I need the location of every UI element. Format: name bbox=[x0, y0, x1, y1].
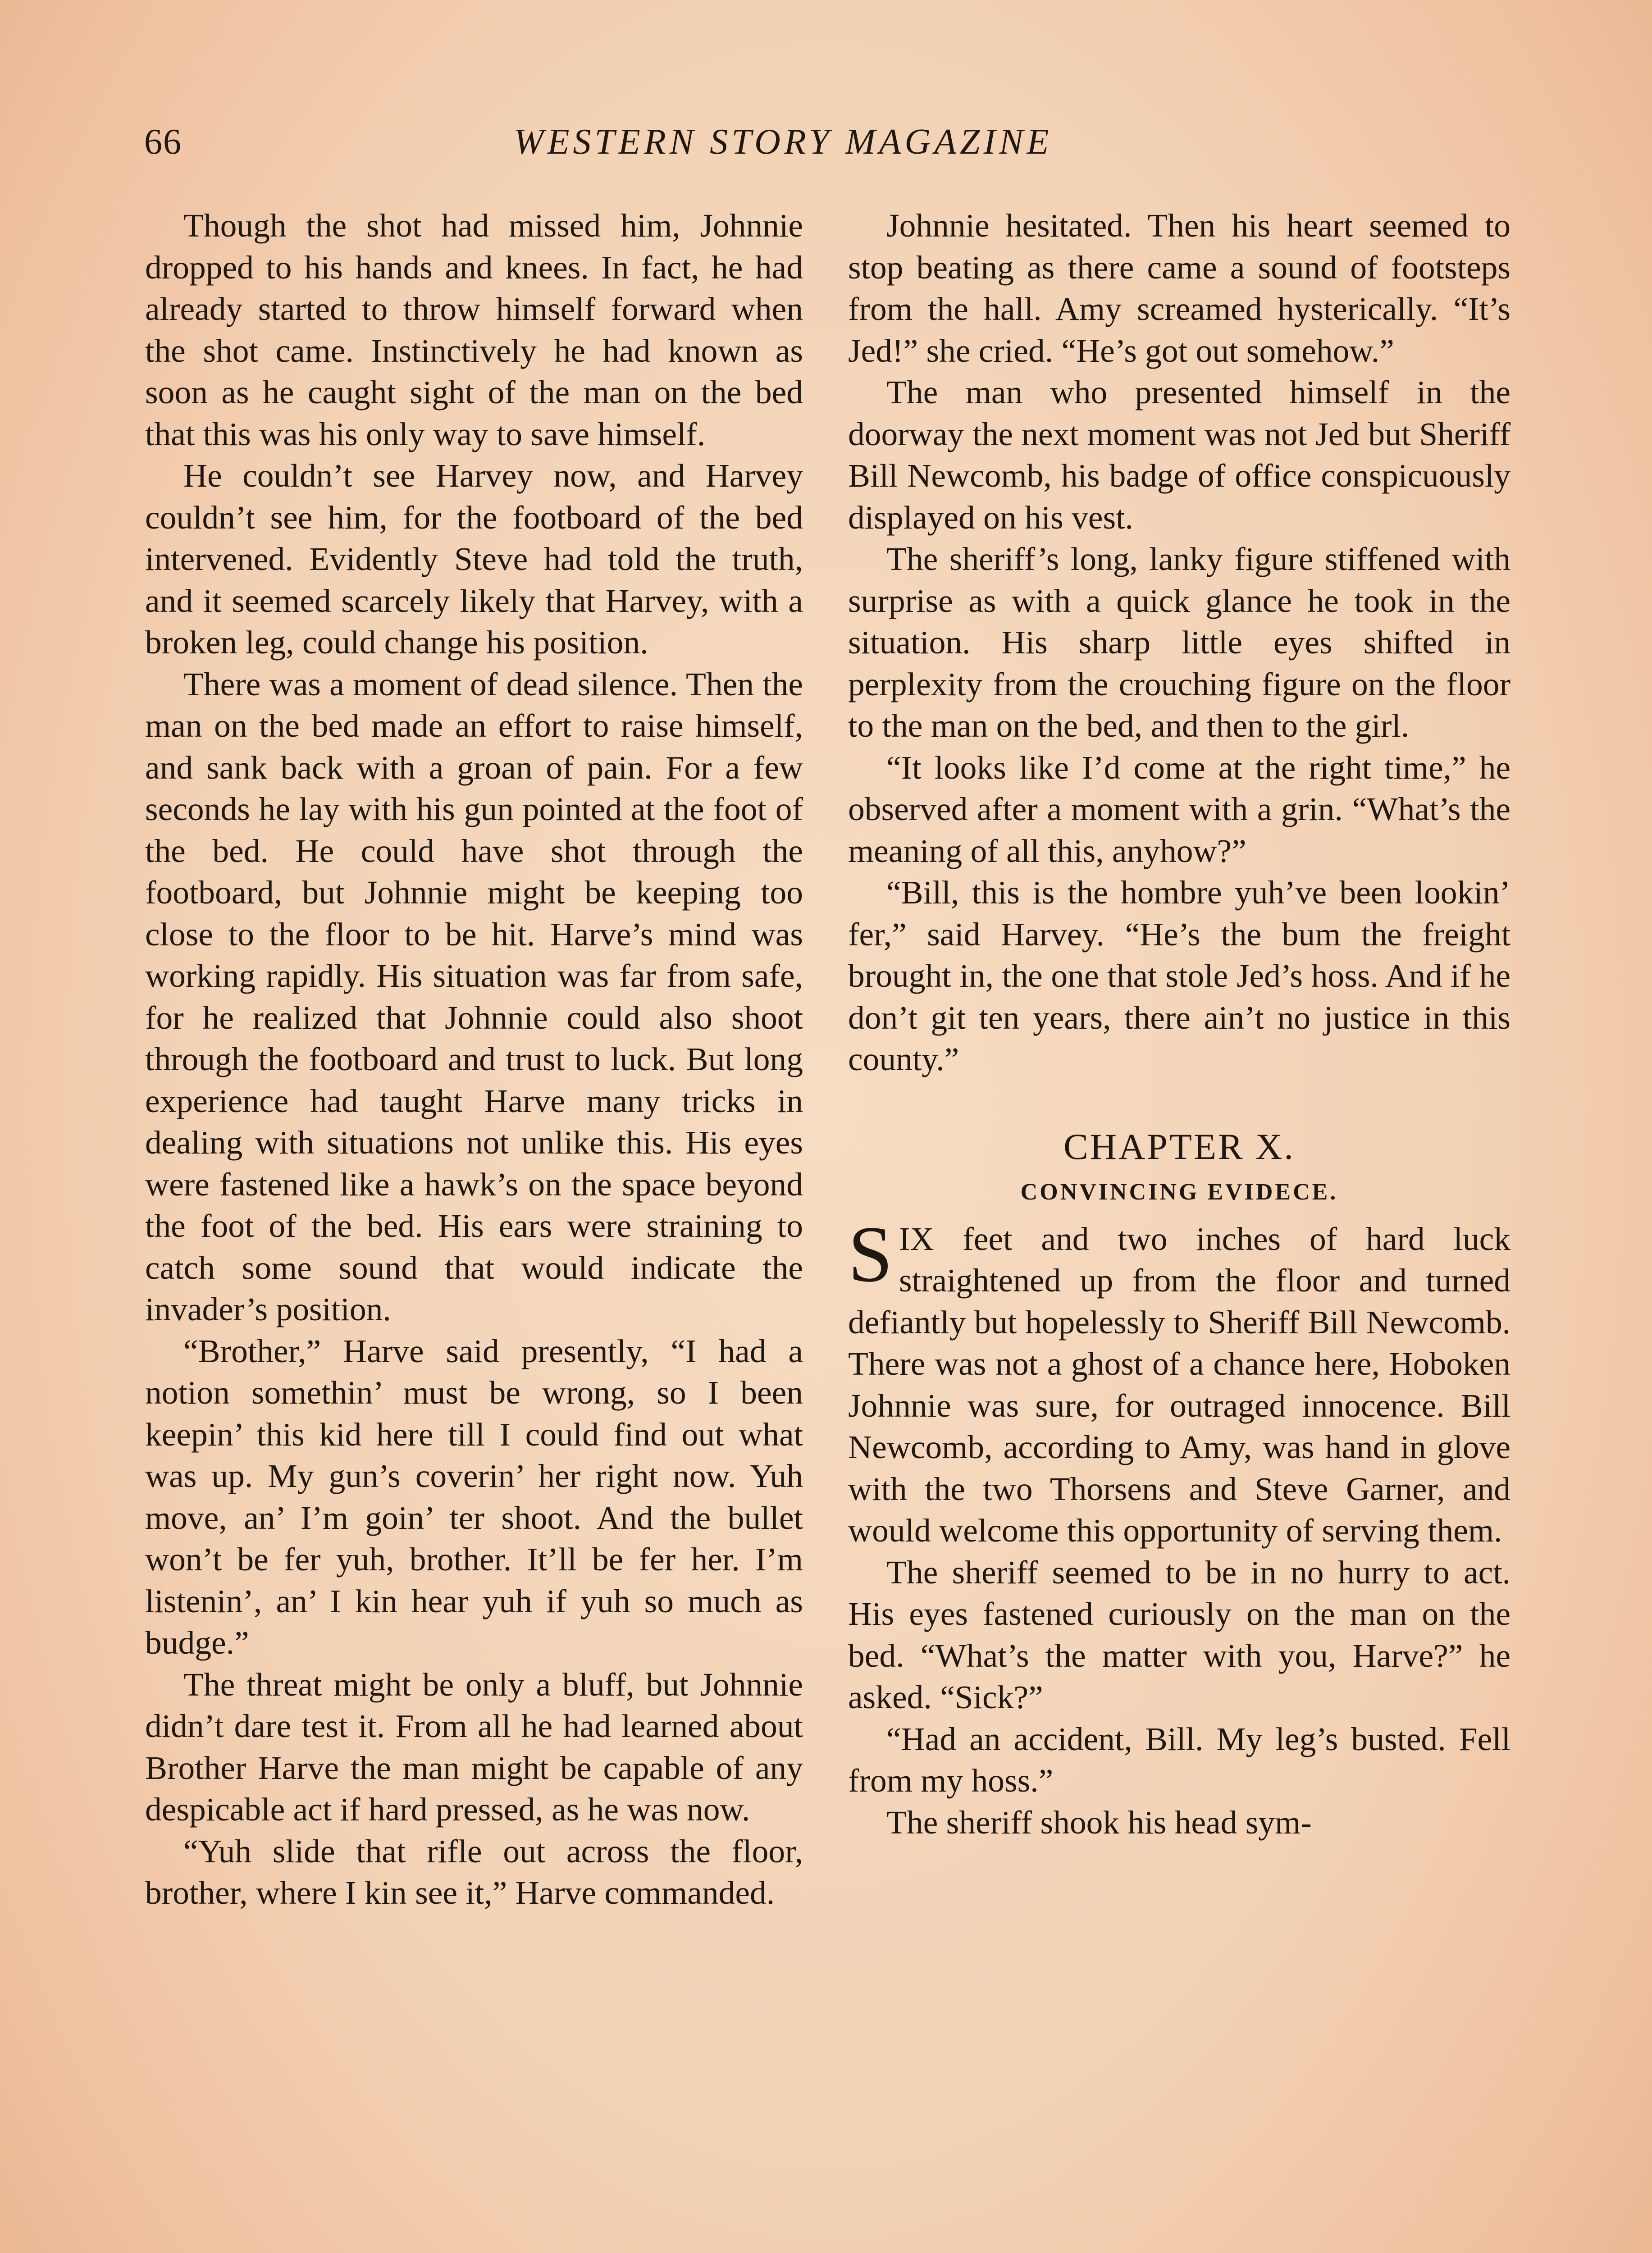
paragraph: There was a moment of dead silence. Then the man on the bed made an effort to raise himself, and sank back with a groan of pain. For a few seconds he lay with his gun pointed at the foot of the bed. He could have shot through the footboard, but Johnnie might be keeping too close to the floor to be hit. Harve’s mind was working rapidly. His situation was far from safe, for he realized that Johnnie could also shoot through the footboard and trust to luck. But long experience had taught Harve many tricks in dealing with situations not unlike this. His eyes were fastened like a hawk’s on the space beyond the foot of the bed. His ears were straining to catch some sound that would indicate the invader’s position. bbox=[145, 666, 803, 1327]
right-column bbox=[848, 205, 1511, 1843]
page-header bbox=[144, 122, 1311, 176]
drop-cap: S bbox=[848, 1209, 893, 1299]
paragraph: The sheriff’s long, lanky figure stiffened with surprise as with a quick glance he took in the situation. His sharp little eyes shifted in perplexity from the crouching figure on the floor to the man on the bed, and then to the girl. bbox=[848, 541, 1511, 744]
paragraph-text: IX feet and two inches of hard luck straightened up from the floor and turned defiantly but hopelessly to Sheriff Bill Newcomb. There was not a ghost of a chance here, Hoboken Johnnie was sure, for outraged innocence. Bill Newcomb, according to Amy, was hand in glove with the two Thorsens and Steve Garner, and would welcome this opportunity of serving them. bbox=[848, 1220, 1511, 1549]
paragraph: “It looks like I’d come at the right time,” he observed after a moment with a grin. “What’s the meaning of all this, anyhow?” bbox=[848, 749, 1511, 869]
paragraph: “Bill, this is the hombre yuh’ve been lookin’ fer,” said Harvey. “He’s the bum the freight brought in, the one that stole Jed’s hoss. And if he don’t git ten years, there ain’t no justice in this county.” bbox=[848, 874, 1511, 1077]
left-column bbox=[145, 205, 803, 1914]
paragraph: “Brother,” Harve said presently, “I had a notion somethin’ must be wrong, so I been keepin’ this kid here till I could find out what was up. My gun’s coverin’ her right now. Yuh move, an’ I’m goin’ ter shoot. And the bullet won’t be fer yuh, brother. It’ll be fer her. I’m listenin’, an’ I kin hear yuh if yuh so much as budge.” bbox=[145, 1332, 803, 1661]
page-number: 66 bbox=[144, 122, 182, 162]
chapter-opening-paragraph bbox=[848, 1209, 1511, 1552]
paragraph: Though the shot had missed him, Johnnie dropped to his hands and knees. In fact, he had already started to throw himself forward when the shot came. Instinctively he had known as soon as he caught sight of the man on the bed that this was his only way to save himself. bbox=[145, 207, 803, 452]
chapter-heading: CHAPTER X. bbox=[1063, 1126, 1295, 1167]
paragraph: “Yuh slide that rifle out across the floor, brother, where I kin see it,” Harve commanded. bbox=[145, 1833, 803, 1911]
chapter-subheading: CONVINCING EVIDECE. bbox=[1020, 1179, 1338, 1205]
paragraph: The man who presented himself in the doorway the next moment was not Jed but Sheriff Bill Newcomb, his badge of office conspicuously displayed on his vest. bbox=[848, 374, 1511, 536]
paragraph: “Had an accident, Bill. My leg’s busted. Fell from my hoss.” bbox=[848, 1720, 1511, 1799]
magazine-title: WESTERN STORY MAGAZINE bbox=[514, 122, 1053, 162]
paragraph: Johnnie hesitated. Then his heart seemed to stop beating as there came a sound of footsteps from the hall. Amy screamed hysterically. “It’s Jed!” she cried. “He’s got out somehow.” bbox=[848, 207, 1511, 369]
paragraph: He couldn’t see Harvey now, and Harvey couldn’t see him, for the footboard of the bed intervened. Evidently Steve had told the truth, and it seemed scarcely likely that Harvey, with a broken leg, could change his position. bbox=[145, 457, 803, 661]
paragraph: The threat might be only a bluff, but Johnnie didn’t dare test it. From all he had learned about Brother Harve the man might be capable of any despicable act if hard pressed, as he was now. bbox=[145, 1666, 803, 1828]
paragraph: The sheriff shook his head sym- bbox=[886, 1804, 1312, 1841]
paragraph: The sheriff seemed to be in no hurry to act. His eyes fastened curiously on the man on the bed. “What’s the matter with you, Harve?” he asked. “Sick?” bbox=[848, 1554, 1511, 1715]
